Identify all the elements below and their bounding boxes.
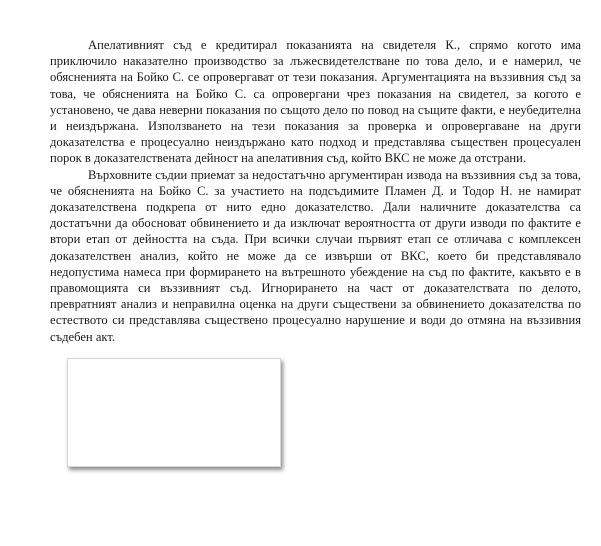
paragraph-2: Върховните съдии приемат за недостатъчно аргументиран извода на въззивния съд за това, че обясненията на Бойко С. за участието на подсъдимите Пламен Д. и Тодор Н. не намират доказателствена подкрепа от нито едно доказателство. Дали наличните доказателства са достатъчни да обосноват обвинението и да изключат вероятността от други изводи по фактите е втори етап от дейността на съда. При всички случаи първият етап се отличава с комплексен доказателствен анализ, който не може да се извърши от ВКС, което би представлявало недопустима намеса при формирането на вътрешното убеждение на съд по фактите, какъвто е в правомощията си въззивният съд. Игнорирането на част от доказателствата по делото, превратният анализ и неправилна оценка на други съществени за обвинението доказателства по естеството си представлява съществено процесуално нарушение и води до отмяна на въззивния съдебен акт. [50,167,581,344]
document-body [50,37,581,345]
paragraph-1: Апелативният съд е кредитирал показанията на свидетеля К., спрямо когото има приключило наказателно производство за лъжесвидетелстване по това дело, и е намерил, че обясненията на Бойко С. се опровергават от тези показания. Аргументацията на въззивния съд за това, че обясненията на Бойко С. са опровергани чрез показания на свидетел, за когото е установено, че дава неверни показания по същото дело по повод на същите факти, е неубедителна и неиздържана. Използването на тези показания за проверка и опровергаване на други доказателства е процесуално неиздържано като подход и представлява съществен процесуален порок в доказателствената дейност на апелативния съд, който ВКС не може да отстрани. [50,38,581,166]
blank-image-placeholder [67,358,281,467]
